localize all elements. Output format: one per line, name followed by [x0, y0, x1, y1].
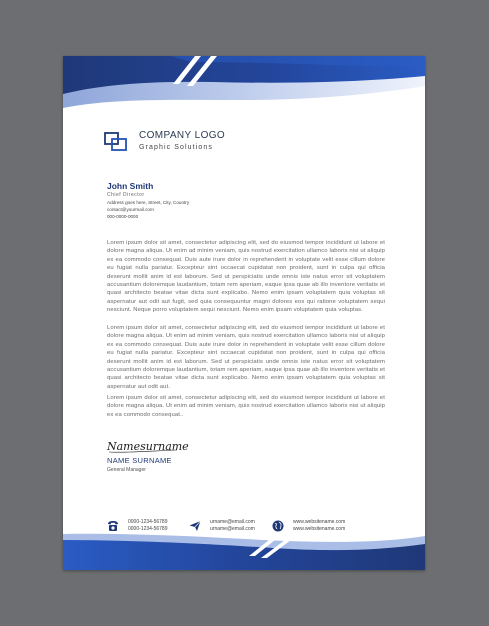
body-paragraph-1: Lorem ipsum dolor sit amet, consectetur adipiscing elit, sed do eiusmod tempor incididunt ut labore et dolore magna aliqua. Ut enim ad minim veniam, quis nostrud exercitation ullamco laboris nisi ut aliquip ex ea commodo consequat. Duis aute irure dolor in reprehenderit in voluptate velit esse cillum dolore eu fugiat nulla pariatur. Excepteur sint occaecat cupidatat non proident, sunt in culpa qui officia deserunt mollit anim id est laborum. Sed ut perspiciatis unde omnis iste natus error sit voluptatem accusantium doloremque laudantium, totam rem aperiam, eaque ipsa quae ab illo inventore veritatis et quasi architecto beatae vitae dicta sunt explicabo. Nemo enim ipsam voluptatem quia voluptas sit aspernatur aut odit aut fugit, sed quia consequuntur magni dolores eos qui ratione voluptatem sequi nesciunt. Neque porro voluptatem sequi nesciunt. Nemo enim ipsam voluptatem quia voluptas.	[107, 240, 385, 314]
footer-phone-2: 0000-1234-56789	[128, 525, 168, 532]
header-wave-graphic	[63, 56, 425, 136]
body-paragraph-3: Lorem ipsum dolor sit amet, consectetur adipiscing elit, sed do eiusmod tempor incididunt ut labore et dolore magna aliqua. Ut enim ad minim veniam, quis nostrud exercitation ullamco laboris nisi ut aliquip ex ea commodo consequat..	[107, 395, 385, 418]
letterhead-page	[63, 56, 425, 570]
footer-wave-graphic	[63, 530, 425, 570]
sender-email: contact@yourmail.com	[107, 207, 154, 213]
sender-phone: 000-0000-0000	[107, 214, 139, 220]
footer-website-2[interactable]: www.websitename.com	[293, 525, 346, 532]
footer-email-1[interactable]: urname@email.com	[210, 519, 255, 525]
footer-website-1[interactable]: www.websitename.com	[293, 519, 346, 525]
signature-script: Namesurname	[107, 440, 189, 453]
footer-email-2[interactable]: urname@email.com	[210, 525, 255, 532]
company-logo-text: COMPANY LOGO	[139, 130, 226, 141]
company-tagline: Graphic Solutions	[139, 144, 213, 151]
sender-name: John Smith	[107, 181, 154, 191]
sender-title: Chief Director	[107, 192, 145, 198]
sender-address: Address goes here, Street, City, Country	[107, 200, 190, 205]
handwritten-signature	[107, 438, 189, 454]
body-paragraph-2: Lorem ipsum dolor sit amet, consectetur adipiscing elit, sed do eiusmod tempor incididunt ut labore et dolore magna aliqua. Ut enim ad minim veniam, quis nostrud exercitation ullamco laboris nisi ut aliquip ex ea commodo consequat. Duis aute irure dolor in reprehenderit in voluptate velit esse cillum dolore eu fugiat nulla pariatur. Excepteur sint occaecat cupidatat non proident, sunt in culpa qui officia deserunt mollit anim id est laborum. Sed ut perspiciatis unde omnis iste natus error sit voluptatem accusantium doloremque laudantium, totam rem aperiam, eaque ipsa quae ab illo inventore veritatis et quasi architecto beatae vitae dicta sunt explicabo. Nemo enim ipsam voluptatem quia voluptas sit aspernatur aut odit aut.	[107, 325, 385, 390]
signatory-role: General Manager	[107, 467, 146, 473]
company-logo-icon	[104, 132, 128, 152]
signatory-name: NAME SURNAME	[107, 456, 172, 465]
footer-phone-1: 0000-1234-56789	[128, 519, 168, 525]
sender-block	[107, 181, 189, 220]
